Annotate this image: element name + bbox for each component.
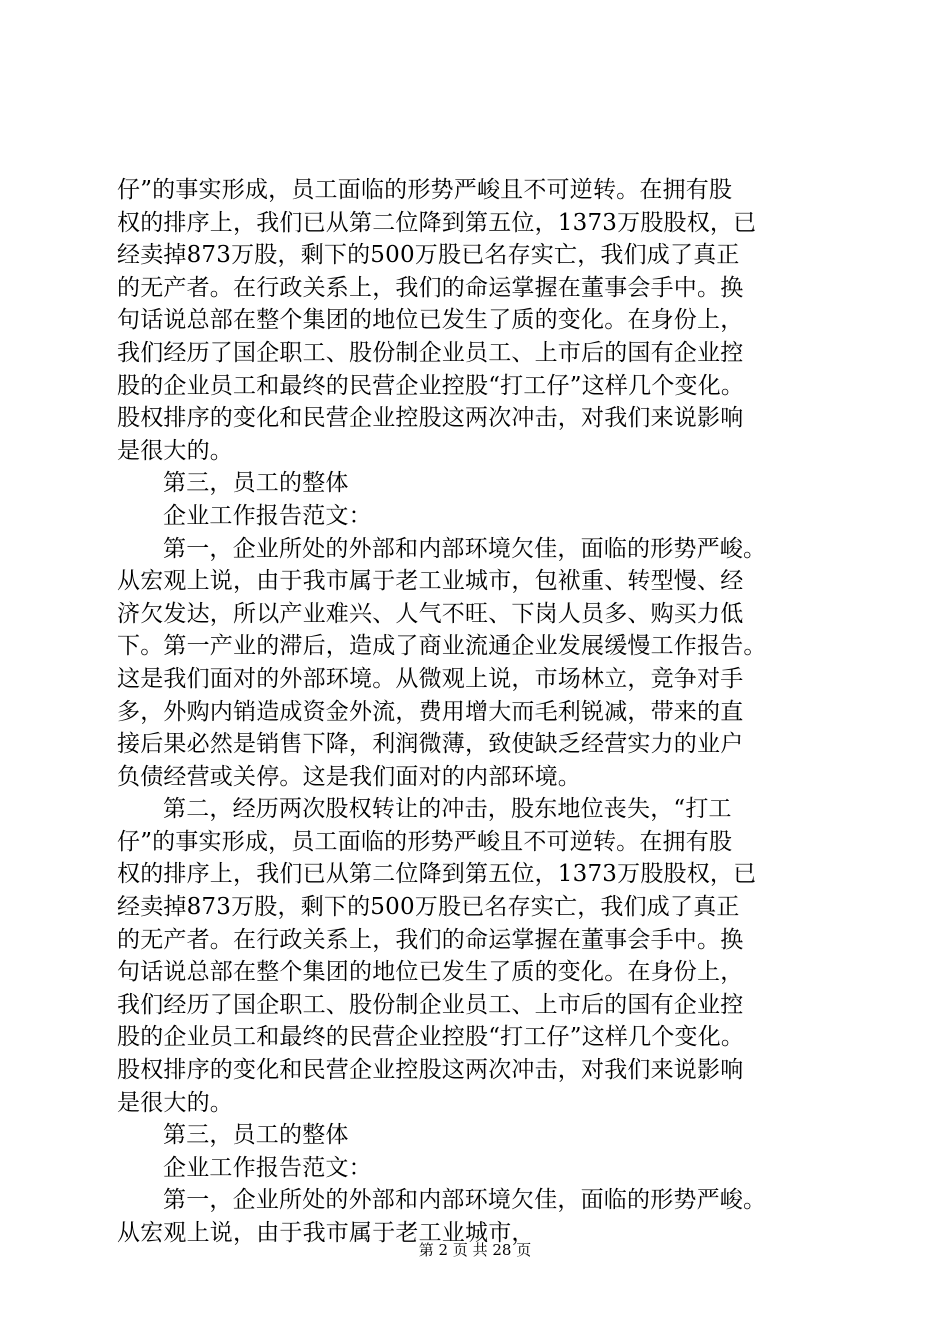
text-line: 第一，企业所处的外部和内部环境欠佳，面临的形势严峻。 [163,1187,767,1214]
text-line: 接后果必然是销售下降，利润微薄，致使缺乏经营实力的业户 [117,731,744,758]
text-line: 企业工作报告范文： [163,1154,372,1181]
text-line: 经卖掉873万股，剩下的500万股已名存实亡，我们成了真正 [117,242,740,269]
text-line: 这是我们面对的外部环境。从微观上说，市场林立，竞争对手 [117,665,744,692]
text-line: 负债经营或关停。这是我们面对的内部环境。 [117,763,581,790]
text-line: 股的企业员工和最终的民营企业控股“打工仔”这样几个变化。 [117,1024,745,1051]
text-line: 第三，员工的整体 [163,470,349,497]
text-line: 济欠发达，所以产业难兴、人气不旺、下岗人员多、购买力低 [117,600,744,627]
text-line: 我们经历了国企职工、股份制企业员工、上市后的国有企业控 [117,991,744,1018]
text-line: 第三，员工的整体 [163,1122,349,1149]
text-line: 第一，企业所处的外部和内部环境欠佳，面临的形势严峻。 [163,535,767,562]
text-line: 企业工作报告范文： [163,502,372,529]
text-line: 股权排序的变化和民营企业控股这两次冲击，对我们来说影响 [117,405,744,432]
text-line: 多，外购内销造成资金外流，费用增大而毛利锐减，带来的直 [117,698,744,725]
text-line: 的无产者。在行政关系上，我们的命运掌握在董事会手中。换 [117,274,744,301]
text-line: 仔”的事实形成，员工面临的形势严峻且不可逆转。在拥有股 [117,828,733,855]
document-body [117,174,857,1250]
text-line: 经卖掉873万股，剩下的500万股已名存实亡，我们成了真正 [117,894,740,921]
text-line: 从宏观上说，由于我市属于老工业城市，包袱重、转型慢、经 [117,568,744,595]
text-line: 句话说总部在整个集团的地位已发生了质的变化。在身份上， [117,959,744,986]
text-line: 权的排序上，我们已从第二位降到第五位，1373万股股权，已 [117,861,757,888]
text-line: 是很大的。 [117,437,233,464]
text-line: 是很大的。 [117,1089,233,1116]
text-line: 第二，经历两次股权转让的冲击，股东地位丧失，“打工 [163,796,732,823]
text-line: 我们经历了国企职工、股份制企业员工、上市后的国有企业控 [117,339,744,366]
text-line: 股的企业员工和最终的民营企业控股“打工仔”这样几个变化。 [117,372,745,399]
text-line: 从宏观上说，由于我市属于老工业城市， [117,1220,535,1246]
page-footer: 第 2 页 共 28 页 [418,1241,532,1259]
text-line: 的无产者。在行政关系上，我们的命运掌握在董事会手中。换 [117,926,744,953]
text-line: 句话说总部在整个集团的地位已发生了质的变化。在身份上， [117,307,744,334]
text-line: 仔”的事实形成，员工面临的形势严峻且不可逆转。在拥有股 [117,177,733,203]
text-line: 股权排序的变化和民营企业控股这两次冲击，对我们来说影响 [117,1057,744,1084]
text-line: 下。第一产业的滞后，造成了商业流通企业发展缓慢工作报告。 [117,633,767,660]
text-line: 权的排序上，我们已从第二位降到第五位，1373万股股权，已 [117,209,757,236]
